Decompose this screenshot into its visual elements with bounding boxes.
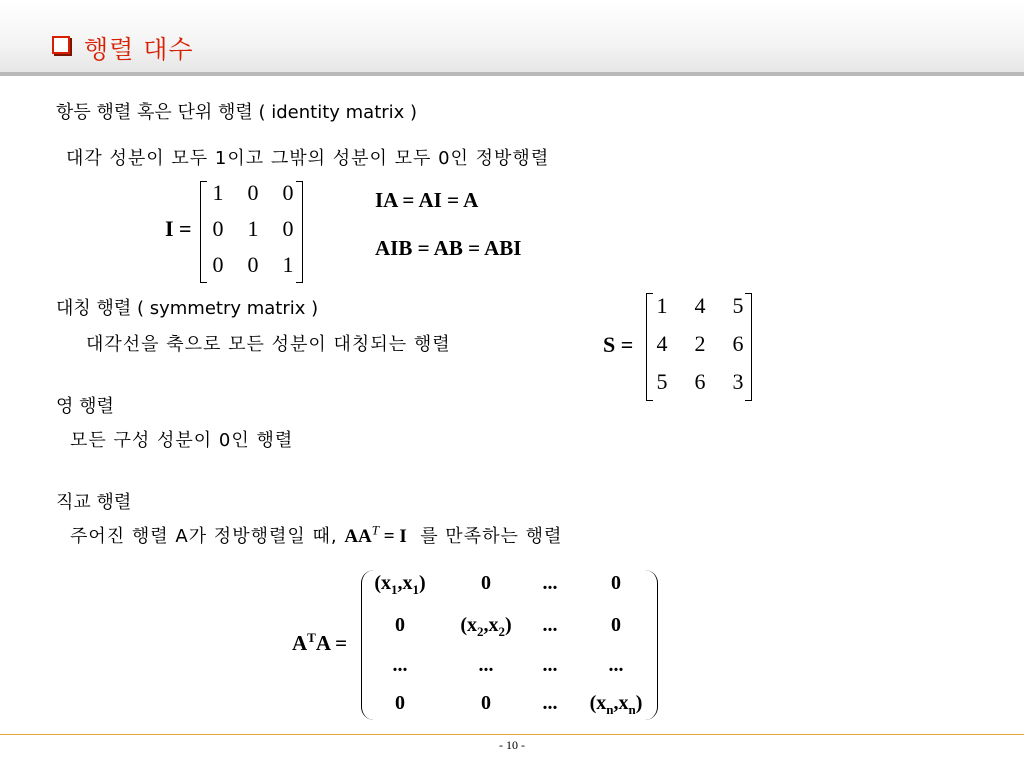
matrix-cell: 0 (247, 252, 259, 277)
identity-description: 대각 성분이 모두 1이고 그밖의 성분이 모두 0인 정방행렬 (66, 148, 550, 169)
identity-equation-1: IA = AI = A (375, 188, 479, 212)
matrix-cell: 0 (212, 252, 224, 277)
identity-heading: 항등 행렬 혹은 단위 행렬 ( identity matrix ) (56, 102, 418, 123)
checkbox-bullet-icon (52, 36, 70, 54)
page-number: - 10 - (499, 738, 525, 752)
matrix-cell: ... (542, 614, 558, 636)
matrix-cell: 0 (481, 572, 491, 594)
footer-divider (0, 734, 1024, 735)
matrix-cell: 0 (212, 216, 224, 241)
header-divider (0, 72, 1024, 76)
matrix-cell: 5 (732, 293, 744, 318)
matrix-cell: $(x_1,x_1)$ (374, 572, 426, 597)
symmetry-heading: 대칭 행렬 ( symmetry matrix ) (56, 298, 319, 319)
orthogonal-lhs: $A^TA$ = (292, 630, 348, 655)
matrix-cell: 1 (282, 252, 294, 277)
matrix-cell: $(x_n,x_n)$ (589, 692, 643, 717)
slide-title: 행렬 대수 (84, 35, 194, 64)
matrix-cell: 0 (395, 692, 405, 714)
matrix-cell: 2 (694, 331, 706, 356)
matrix-cell: 0 (611, 572, 621, 594)
matrix-cell: 0 (247, 180, 259, 205)
matrix-cell: 1 (247, 216, 259, 241)
orthogonal-heading: 직교 행렬 (56, 492, 132, 513)
identity-equation-2: AIB = AB = ABI (375, 236, 522, 260)
matrix-cell: 0 (282, 216, 294, 241)
symmetry-description: 대각선을 축으로 모든 성분이 대칭되는 행렬 (86, 334, 451, 355)
matrix-cell: 0 (282, 180, 294, 205)
matrix-cell: 1 (656, 293, 668, 318)
matrix-cell: 0 (481, 692, 491, 714)
orthogonal-desc-suffix: 를 만족하는 행렬 (420, 526, 563, 547)
zero-heading: 영 행렬 (56, 396, 114, 417)
matrix-cell: ... (392, 654, 408, 676)
matrix-cell: 6 (694, 369, 706, 394)
zero-description: 모든 구성 성분이 0인 행렬 (70, 430, 294, 451)
matrix-cell: 5 (656, 369, 668, 394)
orthogonal-formula: $AA^T = I$ (344, 522, 407, 547)
matrix-cell: 3 (732, 369, 744, 394)
matrix-cell: 4 (694, 293, 706, 318)
matrix-cell: $(x_2,x_2)$ (460, 614, 512, 639)
matrix-cell: ... (542, 654, 558, 676)
identity-label: I = (165, 216, 192, 241)
orthogonal-description (70, 522, 562, 548)
matrix-cell: ... (478, 654, 494, 676)
matrix-cell: 6 (732, 331, 744, 356)
matrix-cell: ... (608, 654, 624, 676)
matrix-cell: 0 (395, 614, 405, 636)
matrix-cell: 4 (656, 331, 668, 356)
matrix-cell: ... (542, 692, 558, 714)
matrix-cell: 0 (611, 614, 621, 636)
matrix-cell: ... (542, 572, 558, 594)
orthogonal-desc-prefix: 주어진 행렬 A가 정방행렬일 때, (70, 526, 338, 547)
matrix-cell: 1 (212, 180, 224, 205)
symmetry-label: S = (603, 332, 634, 357)
